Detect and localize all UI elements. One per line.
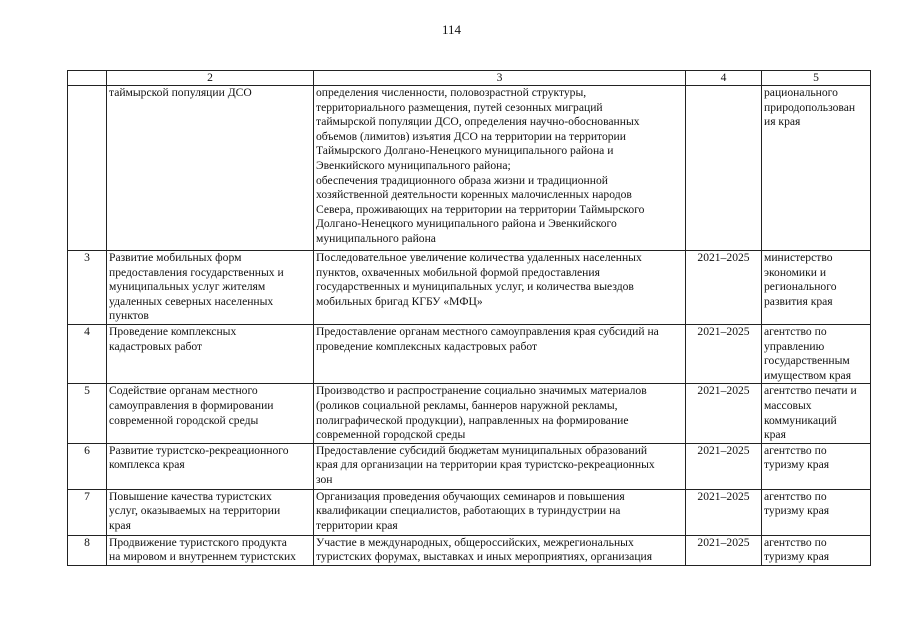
measure-name-cell-line: услуг, оказываемых на территории	[109, 504, 281, 518]
measure-name-cell-line: Развитие туристско-рекреационного	[109, 443, 289, 457]
description-cell-line: мобильных бригад КГБУ «МФЦ»	[316, 294, 483, 308]
description-cell-line: зон	[316, 472, 333, 486]
years-cell: 2021–2025	[686, 489, 762, 535]
description-cell-line: современной городской среды	[316, 428, 466, 442]
responsible-cell-line: экономики и	[764, 265, 827, 279]
measure-name-cell-line: края	[109, 518, 131, 532]
row-number-cell: 7	[68, 489, 107, 535]
page-number: 114	[441, 22, 462, 37]
responsible-cell-line: коммуникаций	[764, 413, 837, 427]
description-cell-line: определения численности, половозрастной структуры,	[316, 86, 587, 99]
responsible-cell-line: туризму края	[764, 504, 830, 518]
measure-name-cell-line: самоуправления в формировании	[109, 398, 274, 412]
years-cell: 2021–2025	[686, 384, 762, 443]
header-col-1	[68, 71, 107, 86]
responsible-cell-line: агентство печати и	[764, 384, 857, 398]
measure-name-cell	[107, 86, 314, 251]
table-row	[68, 86, 871, 251]
measure-name-cell-line: Развитие мобильных форм	[109, 251, 242, 264]
header-col-5: 5	[762, 71, 871, 86]
description-cell	[314, 489, 686, 535]
description-cell-line: муниципального района	[316, 231, 436, 245]
responsible-cell-line: агентство по	[764, 535, 827, 549]
responsible-cell-line: агентство по	[764, 324, 827, 338]
table-row	[68, 384, 871, 443]
description-cell-line: объемов (лимитов) изъятия ДСО на территории на территории	[316, 129, 626, 143]
measure-name-cell-line: Продвижение туристского продукта	[109, 535, 287, 549]
row-number-cell: 6	[68, 443, 107, 489]
header-col-4: 4	[686, 71, 762, 86]
description-cell-line: полиграфической продукции), направленных на формирование	[316, 413, 629, 427]
description-cell-line: Эвенкийского муниципального района;	[316, 158, 511, 172]
row-number-cell	[68, 86, 107, 251]
measure-name-cell-line: комплекса края	[109, 458, 185, 472]
measure-name-cell-line: Содействие органам местного	[109, 384, 258, 398]
description-cell-line: пунктов, охваченных мобильной формой предоставления	[316, 265, 600, 279]
header-col-3: 3	[314, 71, 686, 86]
responsible-cell-line: туризму края	[764, 550, 830, 564]
responsible-cell	[762, 86, 871, 251]
measure-name-cell-line: на мировом и внутреннем туристских	[109, 550, 296, 564]
measure-name-cell-line: кадастровых работ	[109, 339, 203, 353]
measure-name-cell	[107, 324, 314, 383]
description-cell-line: квалификации специалистов, работающих в туриндустрии на	[316, 504, 621, 518]
responsible-cell	[762, 324, 871, 383]
responsible-cell-line: массовых	[764, 398, 812, 412]
years-cell	[686, 86, 762, 251]
description-cell-line: проведение комплексных кадастровых работ	[316, 339, 538, 353]
measure-name-cell	[107, 535, 314, 565]
years-cell: 2021–2025	[686, 443, 762, 489]
measure-name-cell	[107, 489, 314, 535]
measure-name-cell-line: Повышение качества туристских	[109, 489, 272, 503]
description-cell-line: Долгано-Ненецкого муниципального района и Эвенкийского	[316, 217, 617, 231]
table-row	[68, 489, 871, 535]
description-cell	[314, 384, 686, 443]
description-cell-line: обеспечения традиционного образа жизни и традиционной	[316, 173, 608, 187]
header-col-2: 2	[107, 71, 314, 86]
responsible-cell-line: развития края	[764, 294, 833, 308]
description-cell	[314, 324, 686, 383]
header-row	[68, 71, 871, 86]
description-cell-line: Последовательное увеличение количества удаленных населенных	[316, 251, 642, 264]
description-cell-line: хозяйственной деятельности коренных малочисленных народов	[316, 188, 632, 202]
table-row	[68, 324, 871, 383]
description-cell-line: Севера, проживающих на территории на территории Таймырского	[316, 202, 645, 216]
responsible-cell-line: рационального	[764, 86, 838, 99]
description-cell-line: территориального размещения, путей сезонных миграций	[316, 100, 603, 114]
description-cell-line: края для организации на территории края туристско-рекреационных	[316, 458, 655, 472]
description-cell-line: территории края	[316, 518, 398, 532]
table-row	[68, 443, 871, 489]
measure-name-cell	[107, 443, 314, 489]
description-cell	[314, 251, 686, 325]
measure-name-cell	[107, 251, 314, 325]
description-cell-line: Участие в международных, общероссийских, межрегиональных	[316, 535, 634, 549]
measure-name-cell-line: современной городской среды	[109, 413, 259, 427]
responsible-cell	[762, 384, 871, 443]
description-cell-line: Предоставление субсидий бюджетам муниципальных образований	[316, 443, 648, 457]
measure-name-cell-line: пунктов	[109, 309, 149, 323]
measure-name-cell-line: предоставления государственных и	[109, 265, 284, 279]
description-cell-line: туристских форумах, выставках и иных мероприятиях, организация	[316, 550, 653, 564]
description-cell-line: Производство и распространение социально значимых материалов	[316, 384, 647, 398]
table-row	[68, 251, 871, 325]
responsible-cell-line: агентство по	[764, 489, 827, 503]
table-row	[68, 535, 871, 565]
description-cell-line: государственных и муниципальных услуг, и количества выездов	[316, 280, 634, 294]
responsible-cell-line: министерство	[764, 251, 833, 264]
responsible-cell-line: края	[764, 428, 786, 442]
row-number-cell: 3	[68, 251, 107, 325]
description-cell-line: (роликов социальной рекламы, баннеров наружной рекламы,	[316, 398, 618, 412]
responsible-cell-line: природопользован	[764, 100, 856, 114]
years-cell: 2021–2025	[686, 535, 762, 565]
description-cell-line: таймырской популяции ДСО, определения научно-обоснованных	[316, 115, 640, 129]
row-number-cell: 5	[68, 384, 107, 443]
years-cell: 2021–2025	[686, 324, 762, 383]
measure-name-cell	[107, 384, 314, 443]
responsible-cell	[762, 489, 871, 535]
years-cell: 2021–2025	[686, 251, 762, 325]
measures-table	[67, 70, 871, 566]
row-number-cell: 4	[68, 324, 107, 383]
responsible-cell-line: ия края	[764, 115, 801, 129]
responsible-cell	[762, 443, 871, 489]
responsible-cell-line: имуществом края	[764, 368, 852, 382]
responsible-cell-line: регионального	[764, 280, 837, 294]
responsible-cell-line: туризму края	[764, 458, 830, 472]
measure-name-cell-line: удаленных северных населенных	[109, 294, 274, 308]
responsible-cell-line: управлению	[764, 339, 825, 353]
measure-name-cell-line: муниципальных услуг жителям	[109, 280, 266, 294]
responsible-cell	[762, 251, 871, 325]
responsible-cell-line: агентство по	[764, 443, 827, 457]
description-cell	[314, 443, 686, 489]
description-cell	[314, 86, 686, 251]
description-cell-line: Таймырского Долгано-Ненецкого муниципального района и	[316, 144, 614, 158]
description-cell	[314, 535, 686, 565]
responsible-cell	[762, 535, 871, 565]
measure-name-cell-line: Проведение комплексных	[109, 324, 237, 338]
description-cell-line: Предоставление органам местного самоуправления края субсидий на	[316, 324, 659, 338]
description-cell-line: Организация проведения обучающих семинаров и повышения	[316, 489, 625, 503]
responsible-cell-line: государственным	[764, 354, 850, 368]
measure-name-cell-line: таймырской популяции ДСО	[109, 86, 252, 99]
row-number-cell: 8	[68, 535, 107, 565]
